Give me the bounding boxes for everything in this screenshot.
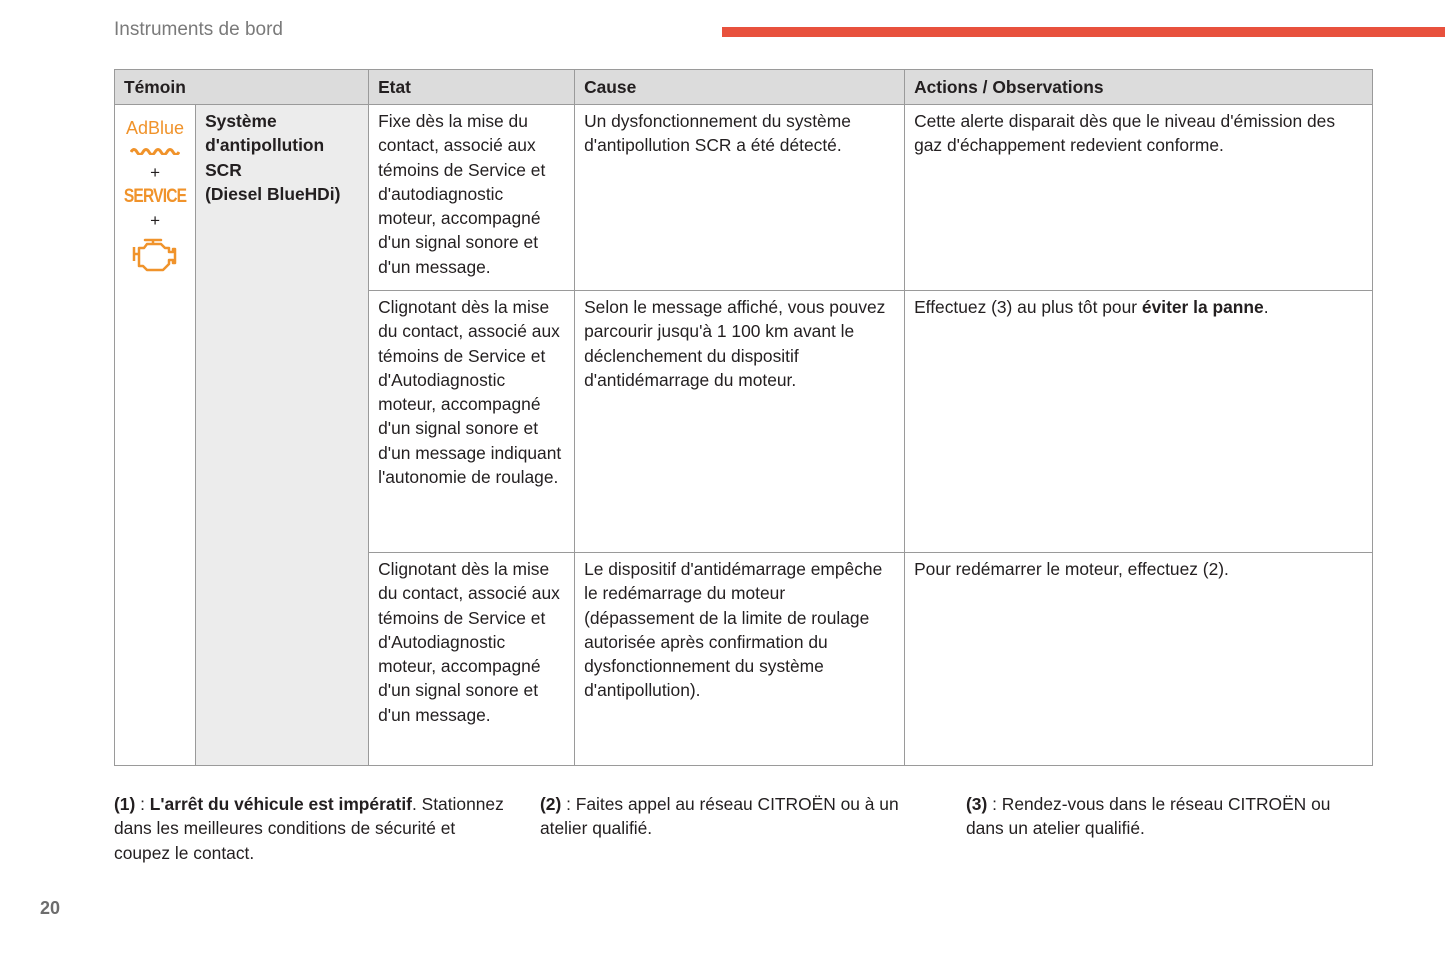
action-cell: Pour redémarrer le moteur, effectuez (2). xyxy=(905,553,1373,766)
cause-cell: Un dysfonctionnement du système d'antipollution SCR a été détecté. xyxy=(575,105,905,291)
indicator-name: Système d'antipollution SCR (Diesel BlueHDi) xyxy=(196,105,369,766)
header-accent-bar xyxy=(722,27,1445,37)
service-icon: SERVICE xyxy=(123,186,187,208)
plus-sign: + xyxy=(150,211,160,231)
footnote-2: (2) : Faites appel au réseau CITROËN ou à un atelier qualifié. xyxy=(540,794,899,839)
warning-light-table xyxy=(114,69,1373,766)
indicator-icons xyxy=(115,105,196,766)
section-title: Instruments de bord xyxy=(114,19,283,40)
engine-icon xyxy=(130,237,180,273)
etat-cell: Clignotant dès la mise du contact, associé aux témoins de Service et d'Autodiagnostic moteur, accompagné d'un signal sonore et d'un message. xyxy=(369,553,575,766)
cause-cell: Le dispositif d'antidémarrage empêche le redémarrage du moteur (dépassement de la limite de roulage autorisée après confirmation du dysfonctionnement du système d'antipollution). xyxy=(575,553,905,766)
cause-cell: Selon le message affiché, vous pouvez parcourir jusqu'à 1 100 km avant le déclenchement du dispositif d'antidémarrage du moteur. xyxy=(575,291,905,553)
etat-cell: Clignotant dès la mise du contact, associé aux témoins de Service et d'Autodiagnostic moteur, accompagné d'un signal sonore et d'un message indiquant l'autonomie de roulage. xyxy=(369,291,575,553)
footnote-1: (1) : L'arrêt du véhicule est impératif. Stationnez dans les meilleures conditions de sécurité et coupez le contact. xyxy=(114,794,504,863)
column-header: Cause xyxy=(575,70,905,105)
table-row xyxy=(115,105,1373,291)
action-cell: Effectuez (3) au plus tôt pour éviter la panne. xyxy=(905,291,1373,553)
page-number: 20 xyxy=(40,898,61,918)
column-header: Actions / Observations xyxy=(905,70,1373,105)
footnote-3: (3) : Rendez-vous dans le réseau CITROËN ou dans un atelier qualifié. xyxy=(966,794,1331,839)
column-header: Témoin xyxy=(115,70,369,105)
etat-cell: Fixe dès la mise du contact, associé aux témoins de Service et d'autodiagnostic moteur, accompagné d'un signal sonore et d'un message. xyxy=(369,105,575,291)
plus-sign: + xyxy=(150,163,160,183)
adblue-icon: AdBlue xyxy=(117,119,193,161)
column-header: Etat xyxy=(369,70,575,105)
action-cell: Cette alerte disparait dès que le niveau d'émission des gaz d'échappement redevient conforme. xyxy=(905,105,1373,291)
table-header-row xyxy=(115,70,1373,105)
